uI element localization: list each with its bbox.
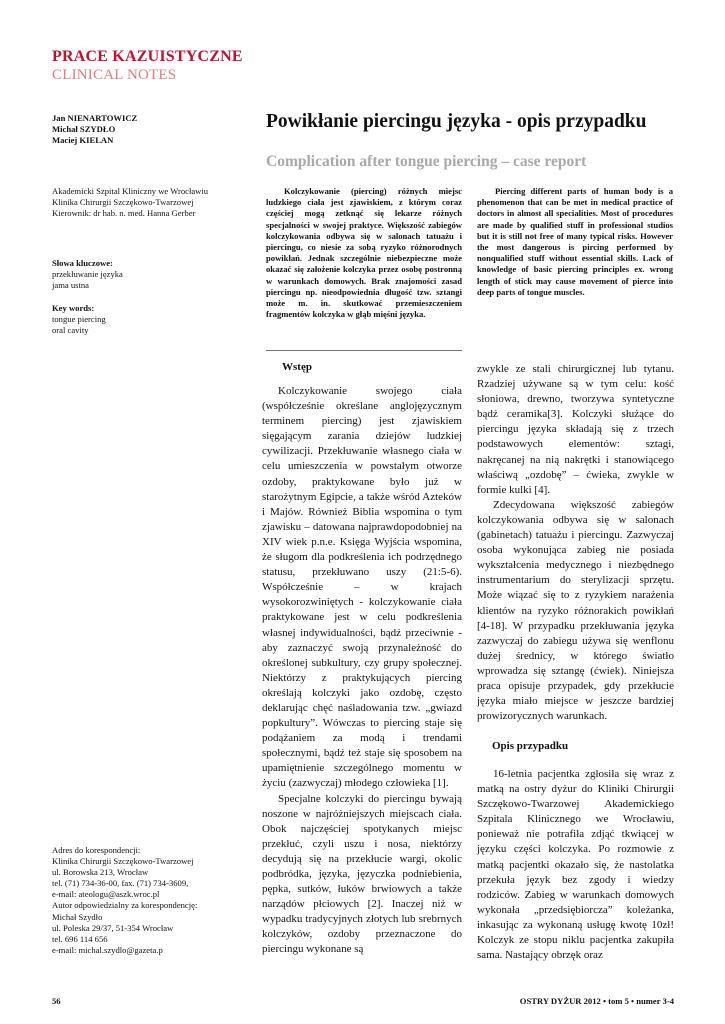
keywords-polish [52,258,252,291]
case-text-column [477,767,674,963]
correspondence-line: e-mail: michal.szydlo@gazeta.p [52,944,163,955]
keywords-heading: Key words: [52,303,95,313]
correspondence-line: Autor odpowiedzialny za korespondencję: [52,900,198,911]
section-title-english: CLINICAL NOTES [52,67,177,83]
abstract-divider [266,350,462,351]
section-title: PRACE KAZUISTYCZNE [52,48,243,65]
keywords-english [52,303,252,336]
author-name: Jan NIENARTOWICZ [52,113,138,123]
keyword: przekłuwanie języka [52,269,123,279]
paragraph: Zdecydowana większość zabiegów kolczykowania odbywa się w salonach (gabinetach) tatuażu i piercingu. Zazwyczaj osoba wykonująca zabieg nie posiada wykształcenia medycznego i niezbędnego instrumentarium do sterylizacji sprzętu. Może wiązać się to z ryzykiem narażenia klientów na ryzyko różnorakich powikłań [4-18]. W przypadku przekłuwania języka zazwyczaj do zabiegu używa się wenflonu dużej średnicy, w którego światło wprowadza się sztangę (ćwiek). Niniejsza praca opisuje przypadek, gdy przekłucie języka miało miejsce w jeszcze bardziej prowizorycznych warunkach. [477,498,674,723]
affiliation [52,186,252,219]
author-list [52,113,137,146]
body-column-left [262,384,462,958]
article-title: Powikłanie piercingu języka - opis przypadku [266,111,647,132]
correspondence-line: Klinika Chirurgii Szczękowo-Twarzowej [52,856,194,867]
abstract-english: Piercing different parts of human body is a phenomenon that can be met in medical practice of doctors in almost all specialities. Most of procedures are made by qualified stuff in professional studios but it is still not free of many typical risks. However the most dangerous is pircing performed by nonqualified stuff without essential skills. Lack of knowledge of basic piercing principles ex. wrong length of stick may cause movement of pierce into deep parts of tongue muscles. [477,186,673,297]
paragraph: 16-letnia pacjentka zgłosiła się wraz z matką na ostry dyżur do Kliniki Chirurgii Szczękowo-Twarzowej Akademickiego Szpitala Klinicznego we Wrocławiu, ponieważ nie potrafiła zdjąć tkwiącej w języku części kolczyka. Po rozmowie z matką pacjentki okazało się, że nastolatka przekuła język bez zgody i wiedzy rodziców. Zabieg w warunkach domowych wykonała „przedsiębiorcza” koleżanka, inkasując za wykonaną usługę kwotę 10zł! Kolczyk ze stopu niklu pacjentka zakupiła sama. Nastający obrzęk oraz [477,768,674,962]
keywords-heading: Słowa kluczowe: [52,258,113,268]
affiliation-line: Kierownik: dr hab. n. med. Hanna Gerber [52,208,196,218]
body-column-right [477,362,674,724]
correspondence-line: tel. (71) 734-36-00, fax. (71) 734-3609, [52,878,189,889]
paragraph: zwykle ze stali chirurgicznej lub tytanu. Rzadziej używane są w tym celu: kość słoniowa, drewno, tworzywa syntetyczne bądź ceramika[3]. Kolczyki służące do piercingu języka składają się z trzech podstawowych elementów: sztagi, nakręcanej na nią nakrętki i stanowiącego właściwą „ozdobę” – ćwieka, zwykle w formie kulki [4]. [477,363,674,496]
affiliation-line: Akademicki Szpital Kliniczny we Wrocławiu [52,186,209,196]
correspondence-line: Adres do korespondencji: [52,845,141,855]
intro-heading: Wstęp [282,361,312,373]
author-name: Michał SZYDŁO [52,124,116,134]
correspondence-line: Michał Szydło [52,911,103,922]
keyword: jama ustna [52,280,89,290]
correspondence-line: tel. 696 114 656 [52,933,108,944]
abstract-polish: Kolczykowanie (piercing) różnych miejsc ludzkiego ciała jest zjawiskiem, z którym coraz częściej mogą zetknąć się lekarze różnych specjalności w swojej praktyce. Większość zabiegów kolczykowania odbywa się w salonach tatuażu i piercingu, co niesie za sobą ryzyko różnorodnych powikłań. Jednak szczególnie niebezpieczne może okazać się założenie kolczyka przez osobę postronną w warunkach domowych. Brak znajomości zasad piercingu np. nieodpowiednia długość tzw. sztangi może m. in. skutkować przemieszczeniem fragmentów kolczyka w głąb mięśni języka. [266,186,462,320]
case-heading: Opis przypadku [492,740,569,752]
author-name: Maciej KIELAN [52,135,114,145]
paragraph: Kolczykowanie swojego ciała (współcześnie określane anglojęzycznym terminem piercing) jest zjawiskiem sięgającym zarania dziejów ludzkiej cywilizacji. Przekłuwanie własnego ciała w celu umieszczenia w powstałym otworze ozdoby, praktykowane było już w starożytnym Egipcie, a także wśród Azteków i Majów. Również Biblia wspomina o tym zjawisku – datowana najprawdopodobniej na XIV wiek p.n.e. Księga Wyjścia wspomina, że sługom dla podkreślenia ich podrzędnego statusu, przekłuwano uszy (21:5-6). Współcześnie – w krajach wysokorozwiniętych - kolczykowanie ciała praktykowane jest w celu podkreślenia własnej indywidualności, bądź przeciwnie - aby zaznaczyć swoją przynależność do określonej subkultury, czy grupy społecznej. Niektórzy z praktykujących piercing określają kolczyki jako ozdobę, często deklarując chęć naśladowania tzw. „gwiazd popkultury”. Wówczas to piercing staje się podążaniem za modą i trendami społecznymi, bądź też staje się sposobem na upamiętnienie szczególnego momentu w życiu (zazwyczaj) młodego człowieka [1]. [262,385,462,790]
correspondence-line: ul. Poleska 29/37, 51-354 Wrocław [52,922,174,933]
correspondence-line: e-mail: ateologu@aszk.wroc.pl [52,889,160,900]
page-number: 56 [52,996,61,1006]
affiliation-line: Klinika Chirurgii Szczękowo-Twarzowej [52,197,194,207]
article-title-english: Complication after tongue piercing – case report [266,153,587,170]
journal-footer: OSTRY DYŻUR 2012 • tom 5 • numer 3-4 [519,996,674,1006]
correspondence-block [52,845,257,956]
keyword: tongue piercing [52,314,106,324]
correspondence-line: ul. Borowska 213, Wrocław [52,867,149,878]
paragraph: Specjalne kolczyki do piercingu bywają noszone w najróżniejszych miejscach ciała. Obok najczęściej spotykanych miejsc przekłuć, czyli uszu i nosa, niektórzy decydują się na przekłucie wargi, okolic podbródka, języka, języczka podniebienia, pępka, sutków, łuków brwiowych a także narządów płciowych [2]. Inaczej niż w wypadku tradycyjnych złotych lub srebrnych kolczyków, ozdoby przeznaczone do piercingu wykonane są [262,792,462,956]
keyword: oral cavity [52,325,89,335]
